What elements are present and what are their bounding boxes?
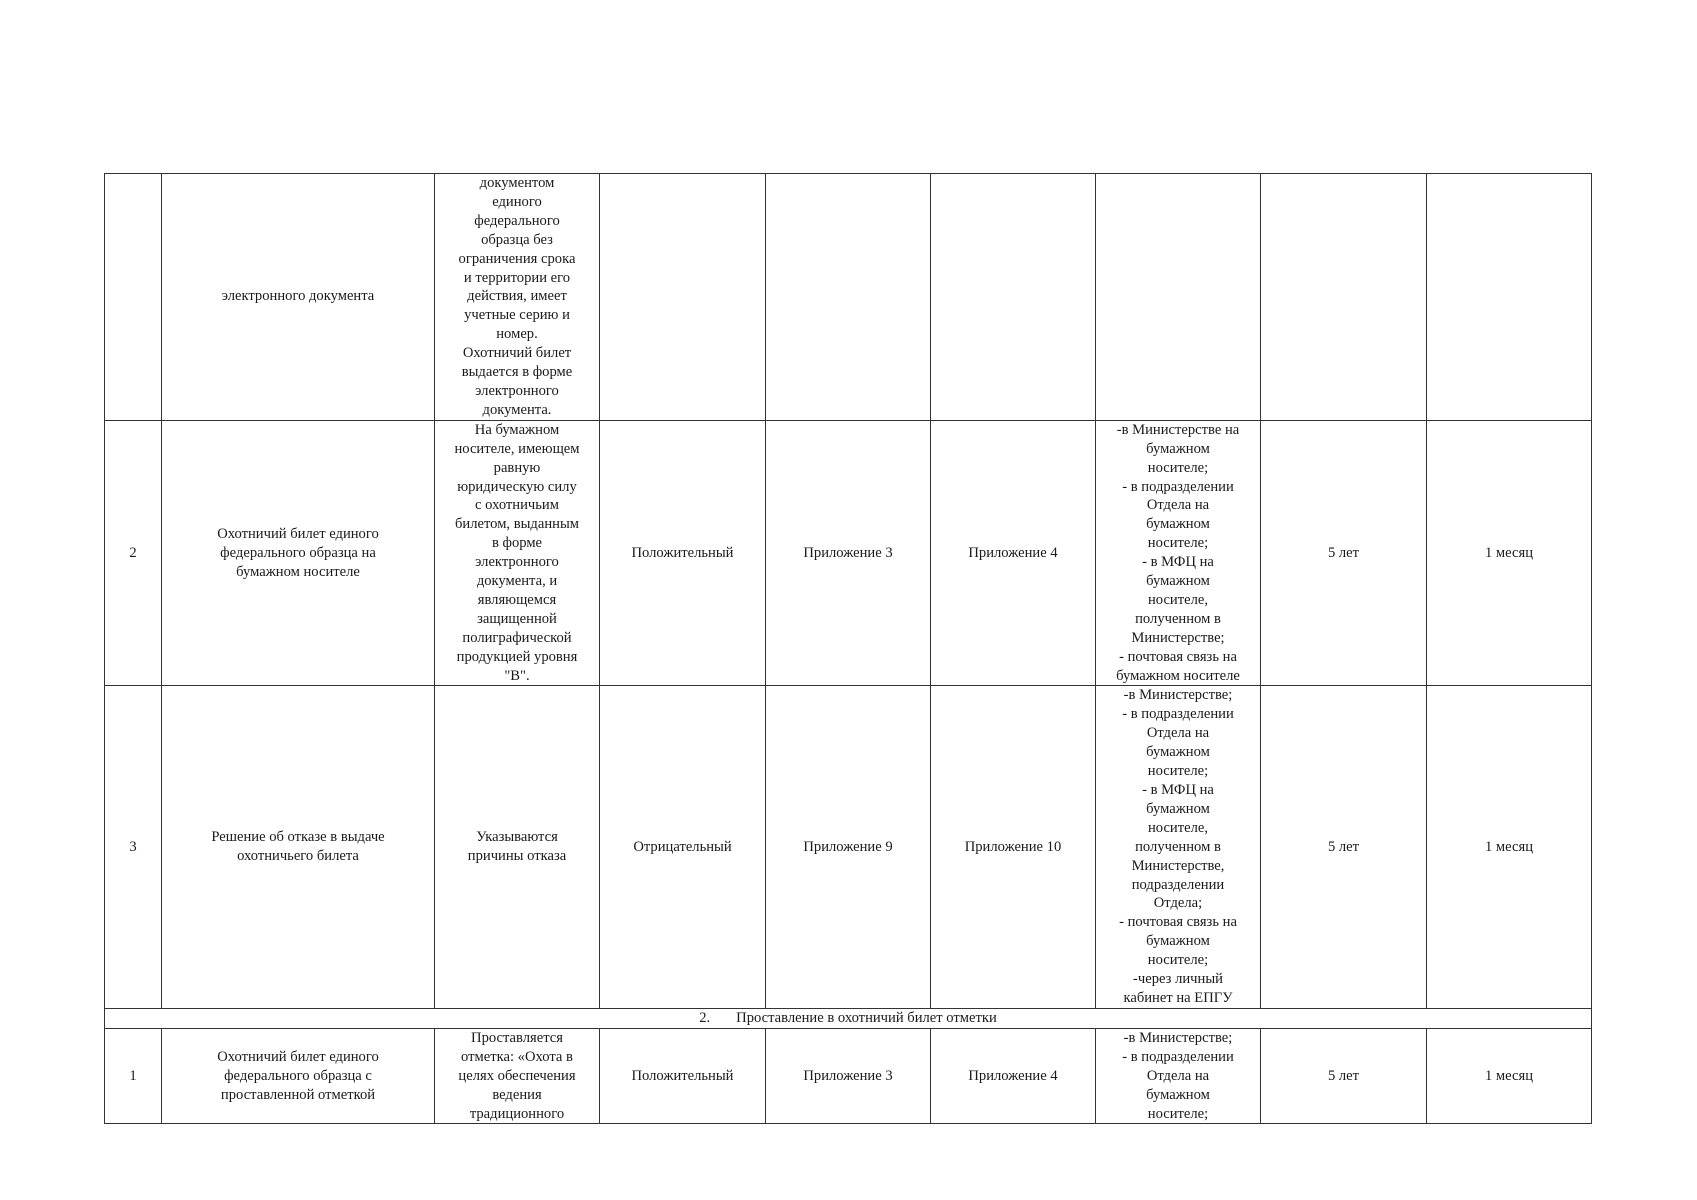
cell-form: Приложение 3	[766, 1028, 931, 1124]
cell-name: Решение об отказе в выдаче охотничьего билета	[162, 686, 435, 1008]
cell-character: Положительный	[600, 420, 766, 686]
cell-storage-mfc: 1 месяц	[1427, 686, 1592, 1008]
section-header-row	[105, 1008, 1592, 1028]
table-row	[105, 420, 1592, 686]
cell-ways: -в Министерстве; - в подразделении Отдела на бумажном носителе;	[1096, 1028, 1261, 1124]
cell-form: Приложение 3	[766, 420, 931, 686]
results-table	[104, 173, 1592, 1124]
cell-requirements: На бумажном носителе, имеющем равную юридическую силу с охотничьим билетом, выданным в форме электронного документа, и являющемся защищенной полиграфической продукцией уровня "В".	[435, 420, 600, 686]
section-number: 2.	[699, 1009, 711, 1026]
cell-name: Охотничий билет единого федерального образца на бумажном носителе	[162, 420, 435, 686]
cell-storage-agency: 5 лет	[1261, 1028, 1427, 1124]
cell-storage-mfc: 1 месяц	[1427, 420, 1592, 686]
table-row	[105, 1028, 1592, 1124]
cell-character: Отрицательный	[600, 686, 766, 1008]
section-header	[105, 1008, 1592, 1028]
cell-num	[105, 174, 162, 421]
cell-storage-agency: 5 лет	[1261, 686, 1427, 1008]
cell-ways	[1096, 174, 1261, 421]
cell-name: электронного документа	[162, 174, 435, 421]
cell-character: Положительный	[600, 1028, 766, 1124]
cell-sample	[931, 174, 1096, 421]
cell-name: Охотничий билет единого федерального образца с проставленной отметкой	[162, 1028, 435, 1124]
cell-ways: -в Министерстве; - в подразделении Отдела на бумажном носителе; - в МФЦ на бумажном носителе, полученном в Министерстве, подразделении Отдела; - почтовая связь на бумажном носителе; -через личный кабинет на ЕПГУ	[1096, 686, 1261, 1008]
section-title: Проставление в охотничий билет отметки	[736, 1009, 997, 1026]
cell-requirements: Проставляется отметка: «Охота в целях обеспечения ведения традиционного	[435, 1028, 600, 1124]
cell-character	[600, 174, 766, 421]
cell-num: 3	[105, 686, 162, 1008]
cell-requirements: Указываются причины отказа	[435, 686, 600, 1008]
cell-sample: Приложение 4	[931, 420, 1096, 686]
table-row-continuation	[105, 174, 1592, 421]
cell-storage-mfc	[1427, 174, 1592, 421]
cell-storage-agency: 5 лет	[1261, 420, 1427, 686]
cell-requirements: документом единого федерального образца без ограничения срока и территории его действия, имеет учетные серию и номер. Охотничий билет выдается в форме электронного документа.	[435, 174, 600, 421]
cell-num: 1	[105, 1028, 162, 1124]
table-row	[105, 686, 1592, 1008]
cell-sample: Приложение 10	[931, 686, 1096, 1008]
cell-num: 2	[105, 420, 162, 686]
cell-sample: Приложение 4	[931, 1028, 1096, 1124]
cell-form	[766, 174, 931, 421]
cell-form: Приложение 9	[766, 686, 931, 1008]
cell-storage-mfc: 1 месяц	[1427, 1028, 1592, 1124]
cell-ways: -в Министерстве на бумажном носителе; - в подразделении Отдела на бумажном носителе; - в МФЦ на бумажном носителе, полученном в Министерстве; - почтовая связь на бумажном носителе	[1096, 420, 1261, 686]
cell-storage-agency	[1261, 174, 1427, 421]
